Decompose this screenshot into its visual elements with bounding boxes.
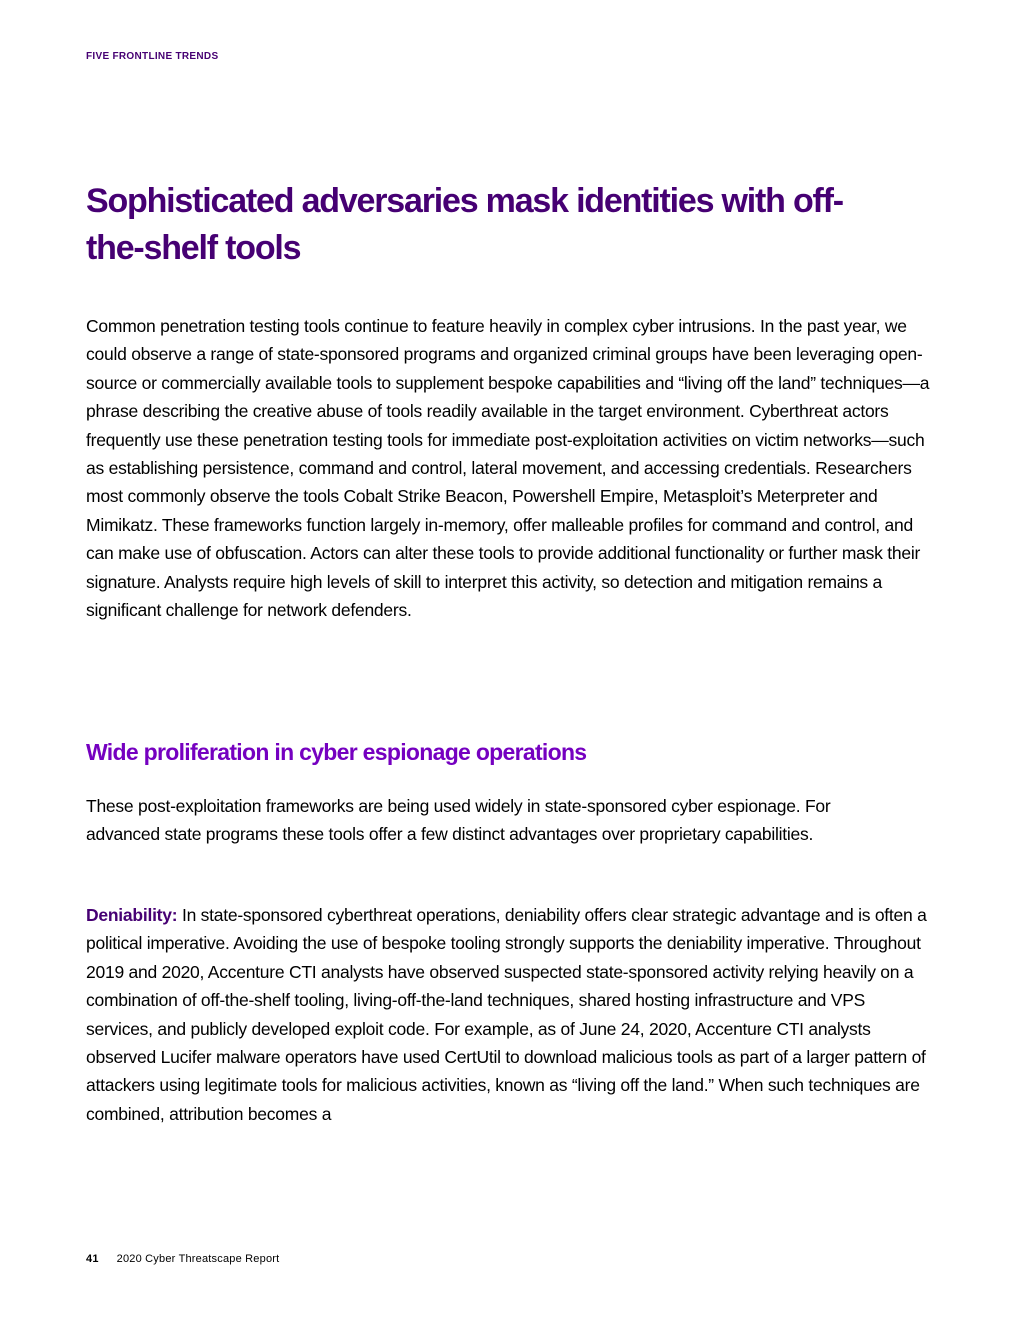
deniability-label: Deniability: xyxy=(86,905,178,925)
deniability-text: In state-sponsored cyberthreat operations, deniability offers clear strategic advantage and is often a political imperative. Avoiding the use of bespoke tooling strongly supports the deniability imperative. Throughout 2019 and 2020, Accenture CTI analysts have observed suspected state-sponsored activity relying heavily on a combination of off-the-shelf tooling, living-off-the-land techniques, shared hosting infrastructure and VPS services, and publicly developed exploit code. For example, as of June 24, 2020, Accenture CTI analysts observed Lucifer malware operators have used CertUtil to download malicious tools as part of a larger pattern of attackers using legitimate tools for malicious activities, known as “living off the land.” When such techniques are combined, attribution becomes a xyxy=(86,905,927,1124)
section-heading: Wide proliferation in cyber espionage operations xyxy=(86,739,587,765)
page-number: 41 xyxy=(86,1253,99,1265)
report-name: 2020 Cyber Threatscape Report xyxy=(116,1253,280,1265)
intro-paragraph: Common penetration testing tools continue to feature heavily in complex cyber intrusions. In the past year, we could observe a range of state-sponsored programs and organized criminal groups have been leveraging open-source or commercially available tools to supplement bespoke capabilities and “living off the land” techniques—a phrase describing the creative abuse of tools readily available in the target environment. Cyberthreat actors frequently use these penetration testing tools for immediate post-exploitation activities on victim networks—such as establishing persistence, command and control, lateral movement, and accessing credentials. Researchers most commonly observe the tools Cobalt Strike Beacon, Powershell Empire, Metasploit’s Meterpreter and Mimikatz. These frameworks function largely in-memory, offer malleable profiles for command and control, and can make use of obfuscation. Actors can alter these tools to provide additional functionality or further mask their signature. Analysts require high levels of skill to interpret this activity, so detection and mitigation remains a significant challenge for network defenders. xyxy=(86,316,930,621)
deniability-paragraph xyxy=(86,901,936,1128)
section-kicker: FIVE FRONTLINE TRENDS xyxy=(86,51,219,62)
section-paragraph: These post-exploitation frameworks are being used widely in state-sponsored cyber espionage. For advanced state programs these tools offer a few distinct advantages over proprietary capabilities. xyxy=(86,796,831,845)
page-footer xyxy=(86,1253,279,1265)
page-title: Sophisticated adversaries mask identities with off-the-shelf tools xyxy=(86,182,843,267)
